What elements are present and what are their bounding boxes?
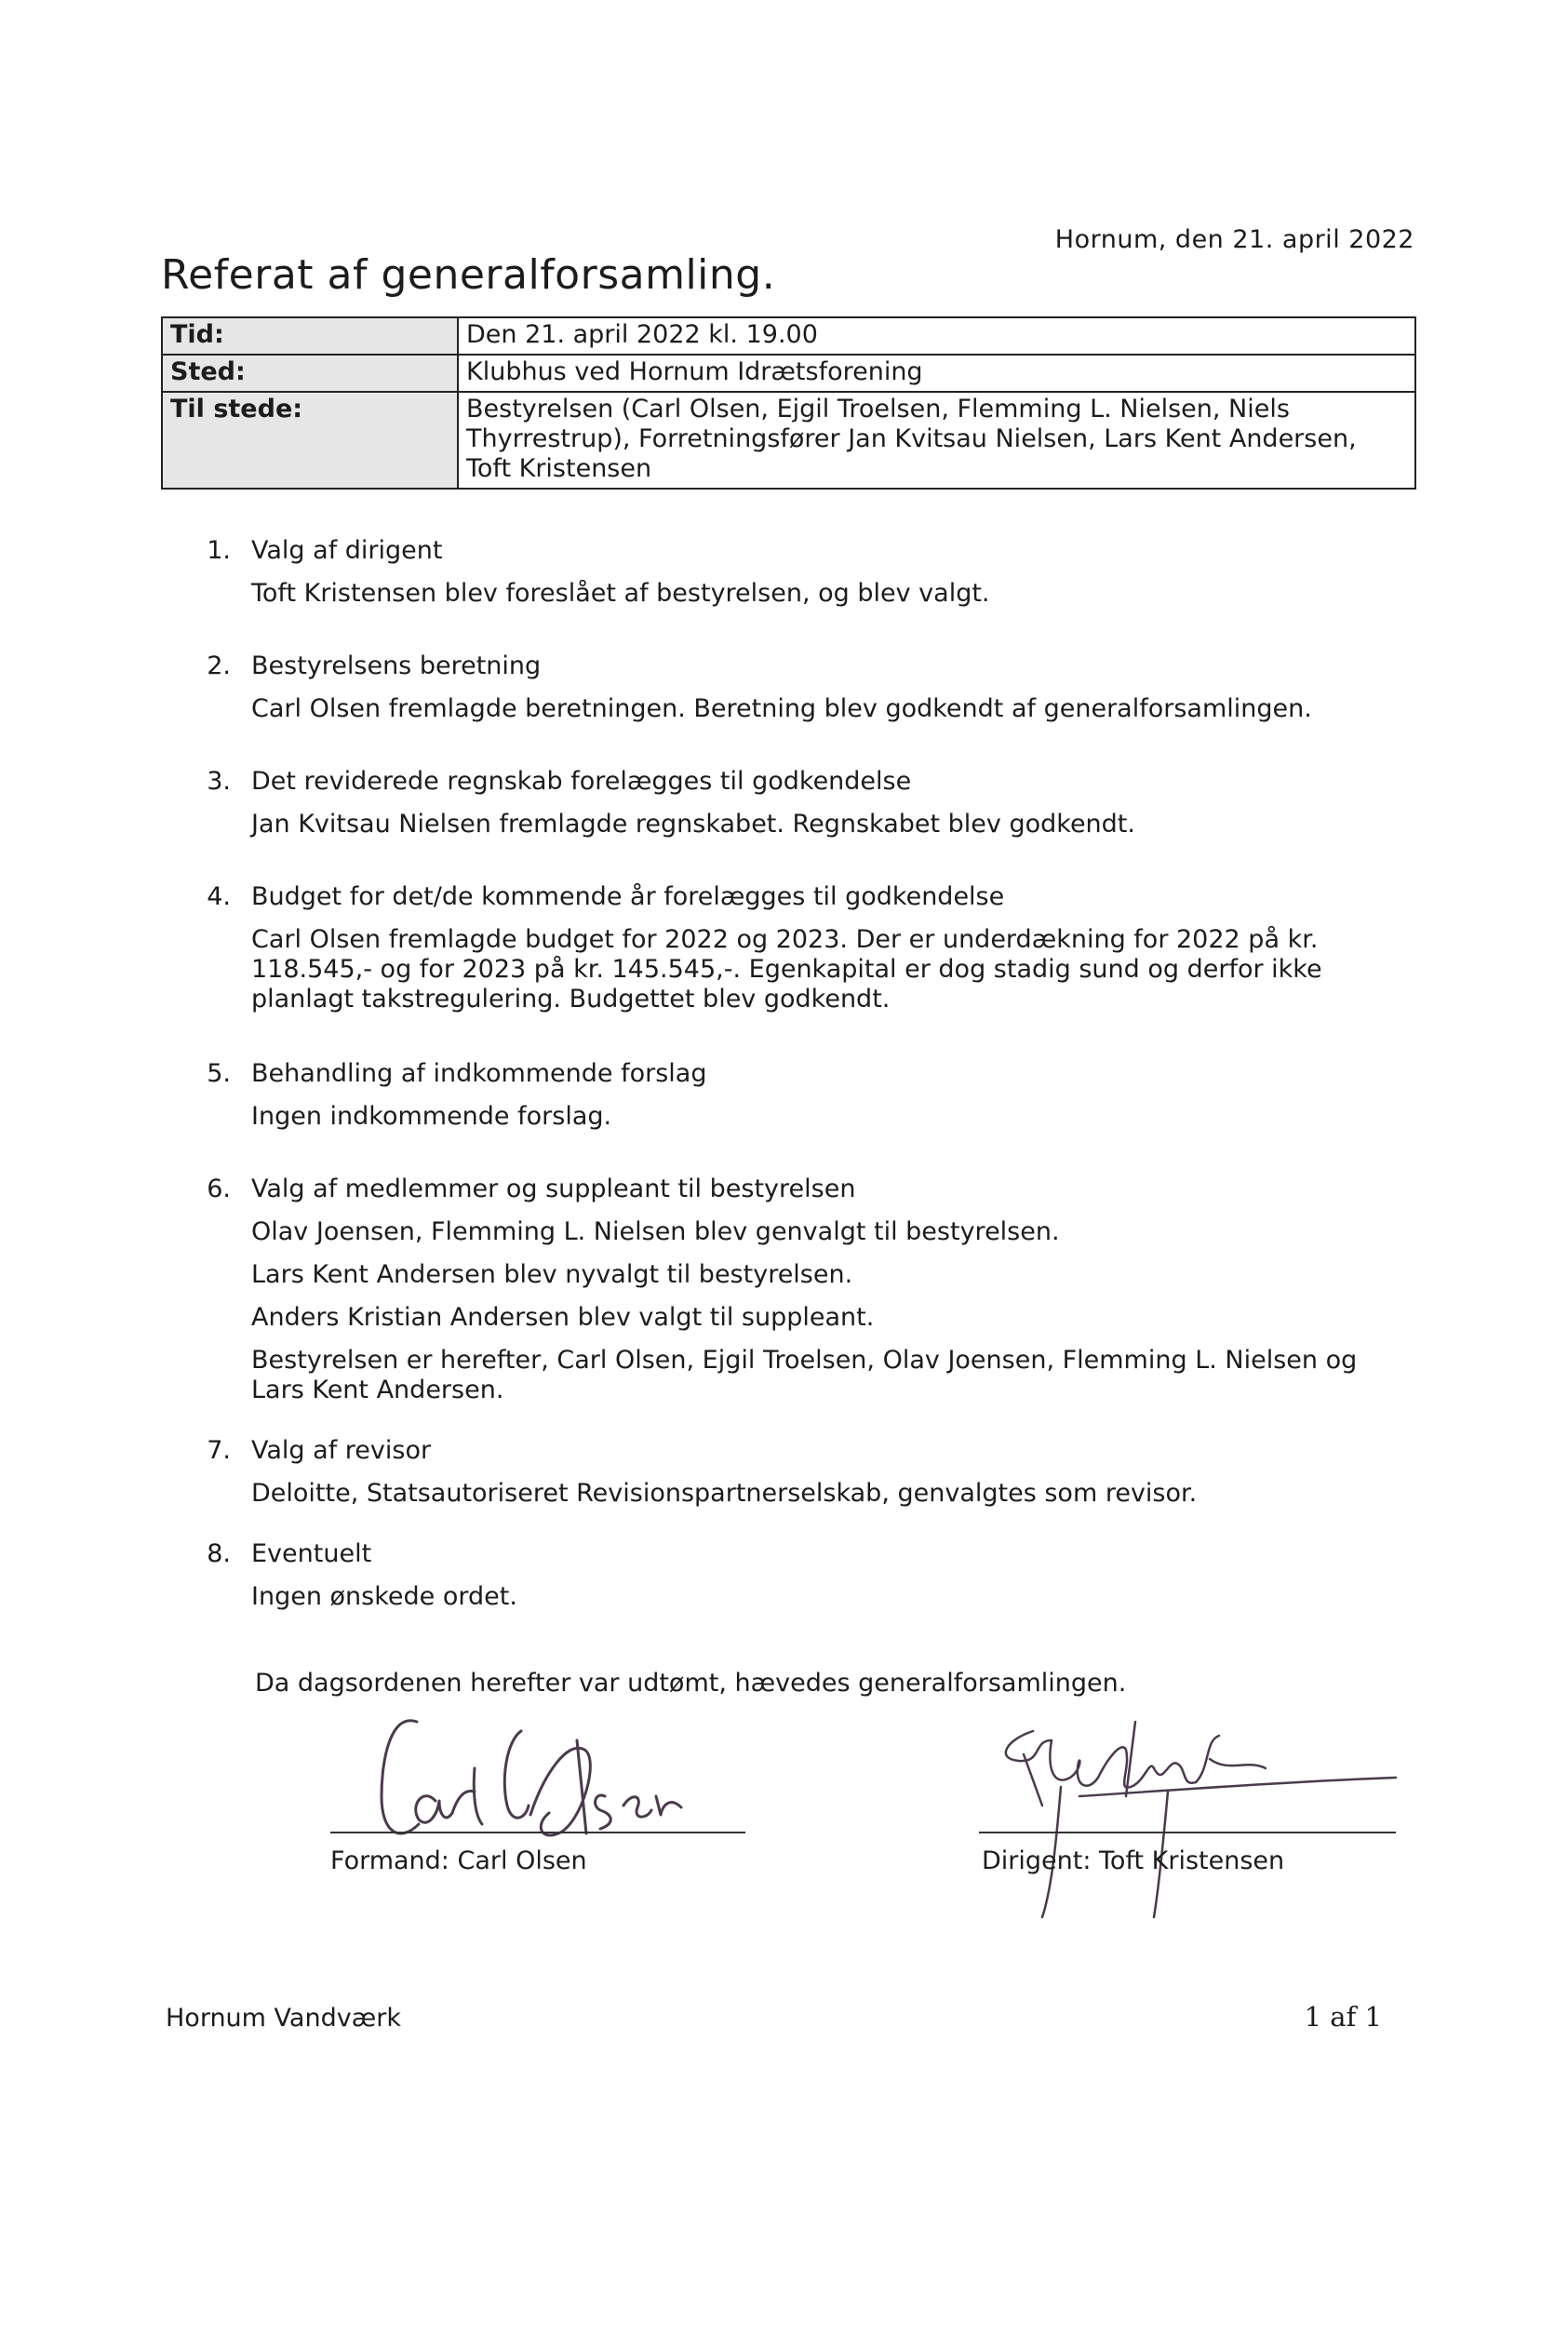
- footer-organization: Hornum Vandværk: [166, 2004, 401, 2033]
- agenda-text: Lars Kent Andersen blev nyvalgt til bestyrelsen.: [251, 1260, 853, 1289]
- agenda-number: 4.: [207, 882, 231, 911]
- signature-line: [330, 1832, 745, 1833]
- place-date: Hornum, den 21. april 2022: [1054, 225, 1414, 254]
- agenda-heading: Valg af revisor: [251, 1436, 432, 1465]
- agenda-text: Bestyrelsen er herefter, Carl Olsen, Ejgil Troelsen, Olav Joensen, Flemming L. Nielsen og Lars Kent Andersen.: [251, 1346, 1358, 1404]
- info-value: Klubhus ved Hornum Idrætsforening: [458, 355, 1415, 392]
- agenda-text: Ingen indkommende forslag.: [251, 1102, 612, 1131]
- chairperson-signature: [968, 1703, 1414, 1917]
- chairperson-caption: Dirigent: Toft Kristensen: [982, 1846, 1285, 1875]
- agenda-number: 1.: [207, 536, 231, 565]
- info-key: Sted:: [162, 355, 458, 392]
- agenda-number: 3.: [207, 767, 231, 796]
- agenda-text: Jan Kvitsau Nielsen fremlagde regnskabet. Regnskabet blev godkendt.: [251, 810, 1135, 839]
- agenda-heading: Eventuelt: [251, 1539, 372, 1568]
- page-number: 1 af 1: [1304, 2001, 1382, 2033]
- agenda-heading: Bestyrelsens beretning: [251, 651, 542, 680]
- agenda-text: Carl Olsen fremlagde budget for 2022 og 2023. Der er underdækning for 2022 på kr. 118.545,- og for 2023 på kr. 145.545,-. Egenkapital er dog stadig sund og derfor ikke planlagt takstregulering. Budgettet blev godkendt.: [251, 925, 1322, 1014]
- agenda-number: 8.: [207, 1539, 231, 1568]
- meeting-info-table: [161, 316, 1416, 490]
- info-value: Den 21. april 2022 kl. 19.00: [458, 317, 1415, 355]
- agenda-heading: Det reviderede regnskab forelægges til godkendelse: [251, 767, 912, 796]
- agenda-text: Deloitte, Statsautoriseret Revisionspartnerselskab, genvalgtes som revisor.: [251, 1479, 1198, 1508]
- chairman-caption: Formand: Carl Olsen: [330, 1846, 587, 1875]
- info-row-attendees: [162, 392, 1415, 489]
- agenda-text: Carl Olsen fremlagde beretningen. Beretning blev godkendt af generalforsamlingen.: [251, 694, 1312, 723]
- agenda-number: 5.: [207, 1059, 231, 1088]
- signature-line: [979, 1832, 1396, 1833]
- agenda-heading: Valg af medlemmer og suppleant til bestyrelsen: [251, 1175, 856, 1203]
- info-row-place: [162, 355, 1415, 392]
- info-key: Tid:: [162, 317, 458, 355]
- agenda-number: 7.: [207, 1436, 231, 1465]
- agenda-text: Olav Joensen, Flemming L. Nielsen blev genvalgt til bestyrelsen.: [251, 1217, 1060, 1246]
- document-title: Referat af generalforsamling.: [161, 251, 776, 299]
- info-value: Bestyrelsen (Carl Olsen, Ejgil Troelsen, Flemming L. Nielsen, Niels Thyrrestrup), Forretningsfører Jan Kvitsau Nielsen, Lars Kent Andersen, Toft Kristensen: [458, 392, 1415, 489]
- agenda-number: 6.: [207, 1175, 231, 1203]
- closing-statement: Da dagsordenen herefter var udtømt, hævedes generalforsamlingen.: [255, 1669, 1127, 1698]
- info-key: Til stede:: [162, 392, 458, 489]
- agenda-text: Toft Kristensen blev foreslået af bestyrelsen, og blev valgt.: [251, 579, 990, 608]
- agenda-heading: Valg af dirigent: [251, 536, 443, 565]
- chairman-signature: [335, 1703, 763, 1852]
- info-row-time: [162, 317, 1415, 355]
- agenda-text: Anders Kristian Andersen blev valgt til suppleant.: [251, 1303, 875, 1332]
- agenda-text: Ingen ønskede ordet.: [251, 1582, 517, 1611]
- agenda-heading: Behandling af indkommende forslag: [251, 1059, 707, 1088]
- agenda-number: 2.: [207, 651, 231, 680]
- agenda-heading: Budget for det/de kommende år forelægges til godkendelse: [251, 882, 1005, 911]
